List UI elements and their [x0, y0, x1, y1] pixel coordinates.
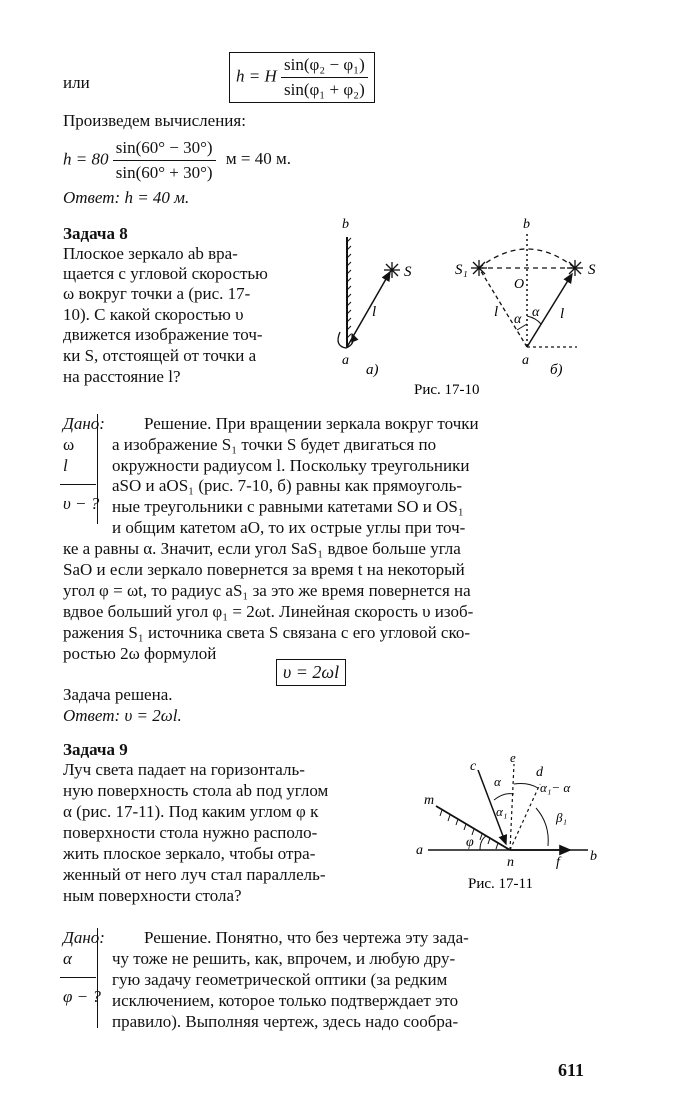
solution-8-line: aSO и aOS₁ (рис. 7-10, б) равны как прямоуголь-	[112, 476, 463, 495]
page-number: 611	[558, 1060, 585, 1080]
formula-lhs: h = H	[236, 66, 277, 86]
arc-alpha	[494, 794, 514, 800]
solution-8-line: SaO и если зеркало повернется за время t на некоторый	[63, 560, 465, 579]
answer-7-value: h = 40 м.	[124, 188, 190, 207]
label-alpha: α	[494, 774, 501, 789]
label-d: d	[536, 765, 543, 780]
formula-fraction	[281, 55, 368, 100]
ili-word: или	[63, 73, 90, 92]
label-f: f	[556, 855, 560, 870]
task-8-line: ω вокруг точки a (рис. 17-	[63, 284, 251, 303]
solution-8-line: ражения S₁ источника света S связана с его угловой ско-	[63, 623, 471, 642]
normal-e	[510, 764, 514, 850]
label-b-a: b	[342, 217, 349, 232]
solution-9-line: чу тоже не решить, как, впрочем, и любую дру-	[112, 949, 456, 968]
task-8-line: на расстояние l?	[63, 367, 181, 386]
solution-9-line: гую задачу геометрической оптики (за редким	[112, 970, 448, 989]
label-l-right: l	[560, 306, 565, 322]
sublabel-b: б)	[550, 362, 563, 378]
given-label-9: Дано:	[63, 928, 105, 947]
ray-a-to-S	[347, 272, 390, 347]
label-beta1: β₁	[556, 810, 567, 825]
label-S1: S₁	[455, 262, 468, 278]
given-label-8: Дано:	[63, 414, 105, 433]
answer-7-label: Ответ:	[63, 188, 121, 207]
given-divider-9	[60, 977, 96, 978]
task-9-line: Луч света падает на горизонталь-	[63, 760, 305, 779]
task-9-line: α (рис. 17-11). Под каким углом φ к	[63, 802, 319, 821]
given-omega: ω	[63, 435, 75, 454]
answer-7	[63, 188, 189, 208]
calc-fraction	[113, 138, 216, 183]
figure-17-10	[322, 212, 612, 404]
task-8-line: движется изображение точ-	[63, 325, 263, 344]
solution-8-line: ные треугольники с равными катетами SO и OS₁	[112, 497, 464, 516]
task-9-line: ную поверхность стола ab под углом	[63, 781, 329, 800]
given-l: l	[63, 456, 68, 475]
figure-17-11-caption: Рис. 17-11	[468, 876, 533, 892]
given-vertical-9	[97, 928, 98, 1028]
task-9-title: Задача 9	[63, 740, 128, 759]
star-S-icon	[384, 262, 400, 278]
arc-alpha1	[514, 784, 538, 789]
solution-9-line: исключением, которое только подтверждает это	[112, 991, 459, 1010]
find-phi: φ − ?	[63, 987, 101, 1006]
given-vertical-8	[97, 414, 98, 524]
label-e: e	[510, 750, 516, 765]
find-v: υ − ?	[63, 494, 100, 513]
boxed-velocity-formula: υ = 2ωl	[276, 659, 346, 686]
sublabel-a: а)	[366, 362, 379, 378]
label-alpha-left: α	[514, 312, 522, 327]
solution-8-line: вдвое больший угол φ₁ = 2ωt. Линейная скорость υ изоб-	[63, 602, 474, 621]
calc-numerator: sin(60° − 30°)	[113, 138, 216, 161]
task-8-title: Задача 8	[63, 224, 128, 243]
solution-8-line: ке a равны α. Значит, если угол SaS₁ вдвое больше угла	[63, 539, 461, 558]
star-S-b-icon	[567, 260, 583, 276]
label-a-b: a	[522, 353, 529, 368]
figure-17-11	[410, 748, 610, 898]
formula-numerator: sin(φ₂ − φ₁)	[281, 55, 368, 78]
label-n: n	[507, 855, 514, 870]
label-S-b: S	[588, 262, 596, 278]
label-l-a: l	[372, 304, 377, 320]
task-9-line: жить плоское зеркало, чтобы отра-	[63, 844, 316, 863]
boxed-height-formula	[229, 52, 375, 103]
task-8-line: ки S, отстоящей от точки a	[63, 346, 257, 365]
task-9-line: поверхности стола нужно располо-	[63, 823, 318, 842]
solution-8-line: и общим катетом aO, то их острые углы при точ-	[112, 518, 466, 537]
formula-denominator: sin(φ₁ + φ₂)	[284, 80, 365, 99]
label-m: m	[424, 793, 435, 808]
answer-8-value: υ = 2ωl.	[124, 706, 182, 725]
label-alpha1-minus-alpha: α₁− α	[540, 780, 571, 795]
answer-8-label: Ответ:	[63, 706, 121, 725]
solution-8-line: Решение. При вращении зеркала вокруг точки	[144, 414, 479, 433]
label-a-a: a	[342, 353, 349, 368]
label-S-a: S	[404, 264, 412, 280]
label-c: c	[470, 759, 477, 774]
calc-denominator: sin(60° + 30°)	[115, 163, 213, 182]
label-phi: φ	[466, 835, 474, 850]
solution-8-line: угол φ = ωt, то радиус aS₁ за это же время повернется на	[63, 581, 471, 600]
calc-formula	[63, 138, 291, 183]
task-9-line: женный от него луч стал параллель-	[63, 865, 326, 884]
given-divider-8	[60, 484, 96, 485]
solution-8-line: ростью 2ω формулой	[63, 644, 217, 663]
task-8-solved: Задача решена.	[63, 685, 173, 704]
solution-8-line: a изображение S₁ точки S будет двигаться по	[112, 435, 437, 454]
calc-rhs: м = 40 м.	[225, 149, 291, 169]
star-S1-icon	[471, 260, 487, 276]
figure-17-10-caption: Рис. 17-10	[414, 382, 480, 398]
calc-intro: Произведем вычисления:	[63, 111, 246, 130]
label-O: O	[514, 277, 525, 292]
label-alpha-right: α	[532, 305, 540, 320]
task-8-line: щается с угловой скоростью	[63, 264, 268, 283]
answer-8	[63, 706, 182, 726]
task-8-line: 10). С какой скоростью υ	[63, 305, 244, 324]
task-8-line: Плоское зеркало ab вра-	[63, 244, 238, 263]
label-alpha1: α₁	[496, 804, 508, 819]
label-b: b	[590, 849, 597, 864]
solution-9-line: Решение. Понятно, что без чертежа эту зада-	[144, 928, 469, 947]
arc-beta1	[536, 808, 548, 846]
solution-9-line: правило). Выполняя чертеж, здесь надо сообра-	[112, 1012, 459, 1031]
task-9-line: ным поверхности стола?	[63, 886, 242, 905]
label-a: a	[416, 843, 423, 858]
label-b-b: b	[523, 217, 530, 232]
label-l-left: l	[494, 304, 499, 320]
line-d	[510, 784, 540, 850]
solution-8-line: окружности радиусом l. Поскольку треугольники	[112, 456, 470, 475]
given-alpha: α	[63, 949, 72, 968]
calc-lhs: h = 80	[63, 149, 109, 169]
